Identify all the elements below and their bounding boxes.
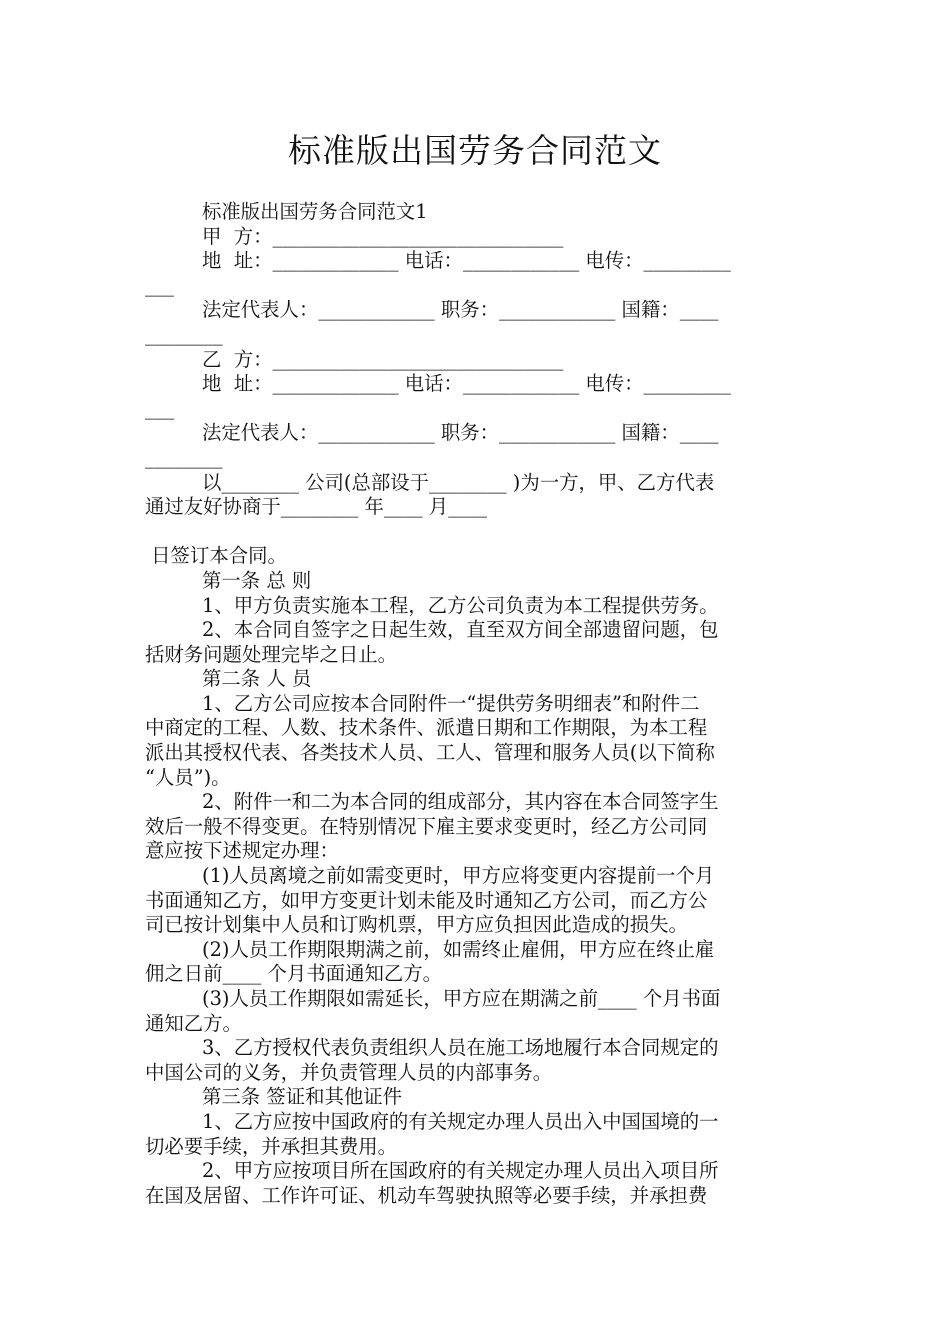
text-line: (2)人员工作期限期满之前，如需终止雇佣，甲方应在终止雇 — [202, 937, 715, 961]
text-line: (3)人员工作期限如需延长，甲方应在期满之前____ 个月书面 — [202, 987, 721, 1010]
text-line: ________ — [145, 322, 223, 346]
text-line: 1、乙方公司应按本合同附件一“提供劳务明细表”和附件二 — [202, 691, 700, 715]
text-line: 日签订本合同。 — [145, 544, 287, 568]
text-line: 第三条 签证和其他证件 — [202, 1085, 403, 1109]
text-line: 通知乙方。 — [145, 1011, 242, 1035]
text-line: ________ — [145, 445, 223, 469]
text-line: 司已按计划集中人员和订购机票，甲方应负担因此造成的损失。 — [145, 913, 688, 937]
text-line: 地 址：_____________ 电话：____________ 电传：_________ — [202, 372, 731, 396]
text-line: 派出其授权代表、各类技术人员、工人、管理和服务人员(以下简称 — [145, 741, 715, 765]
text-line: 1、乙方应按中国政府的有关规定办理人员出入中国国境的一 — [202, 1109, 719, 1133]
text-line: ___ — [145, 396, 175, 420]
text-line: 地 址：_____________ 电话：____________ 电传：_________ — [202, 249, 731, 273]
text-line: 法定代表人：____________ 职务：____________ 国籍：____ — [202, 421, 719, 445]
text-line: 书面通知乙方，如甲方变更计划未能及时通知乙方公司，而乙方公 — [145, 888, 708, 912]
text-line: 第二条 人 员 — [202, 667, 312, 691]
text-line: 效后一般不得变更。在特别情况下雇主要求变更时，经乙方公司同 — [145, 814, 708, 838]
text-line: 括财务问题处理完毕之日止。 — [145, 642, 398, 666]
text-line: 意应按下述规定办理： — [145, 839, 339, 863]
text-line: 乙 方：______________________________ — [202, 347, 564, 371]
text-line: 2、本合同自签字之日起生效，直至双方间全部遗留问题，包 — [202, 618, 719, 642]
text-line: 第一条 总 则 — [202, 568, 312, 592]
text-line: 在国及居留、工作许可证、机动车驾驶执照等必要手续，并承担费 — [145, 1183, 708, 1207]
text-line: 中商定的工程、人数、技术条件、派遣日期和工作期限，为本工程 — [145, 716, 708, 740]
document-title: 标准版出国劳务合同范文 — [288, 131, 662, 170]
document-body — [145, 200, 807, 1208]
text-line: 法定代表人：____________ 职务：____________ 国籍：____ — [202, 298, 719, 322]
text-line: 以________ 公司(总部设于________ )为一方，甲、乙方代表 — [202, 470, 715, 494]
text-line: 佣之日前____ 个月书面通知乙方。 — [145, 962, 443, 986]
text-line: 甲 方：______________________________ — [202, 224, 564, 248]
text-line: ___ — [145, 273, 175, 297]
text-line — [145, 520, 807, 545]
text-line: 2、附件一和二为本合同的组成部分，其内容在本合同签字生 — [202, 790, 719, 814]
text-line: “人员”)。 — [145, 765, 231, 789]
text-line: 切必要手续，并承担其费用。 — [145, 1134, 398, 1158]
text-line: 1、甲方负责实施本工程，乙方公司负责为本工程提供劳务。 — [202, 593, 719, 617]
text-line: 中国公司的义务，并负责管理人员的内部事务。 — [145, 1060, 553, 1084]
text-line: 3、乙方授权代表负责组织人员在施工场地履行本合同规定的 — [202, 1036, 719, 1060]
text-line: 2、甲方应按项目所在国政府的有关规定办理人员出入项目所 — [202, 1159, 719, 1183]
text-line: 标准版出国劳务合同范文1 — [202, 200, 428, 223]
text-line: 通过友好协商于________ 年____ 月____ — [145, 495, 487, 519]
text-line: (1)人员离境之前如需变更时，甲方应将变更内容提前一个月 — [202, 864, 715, 888]
